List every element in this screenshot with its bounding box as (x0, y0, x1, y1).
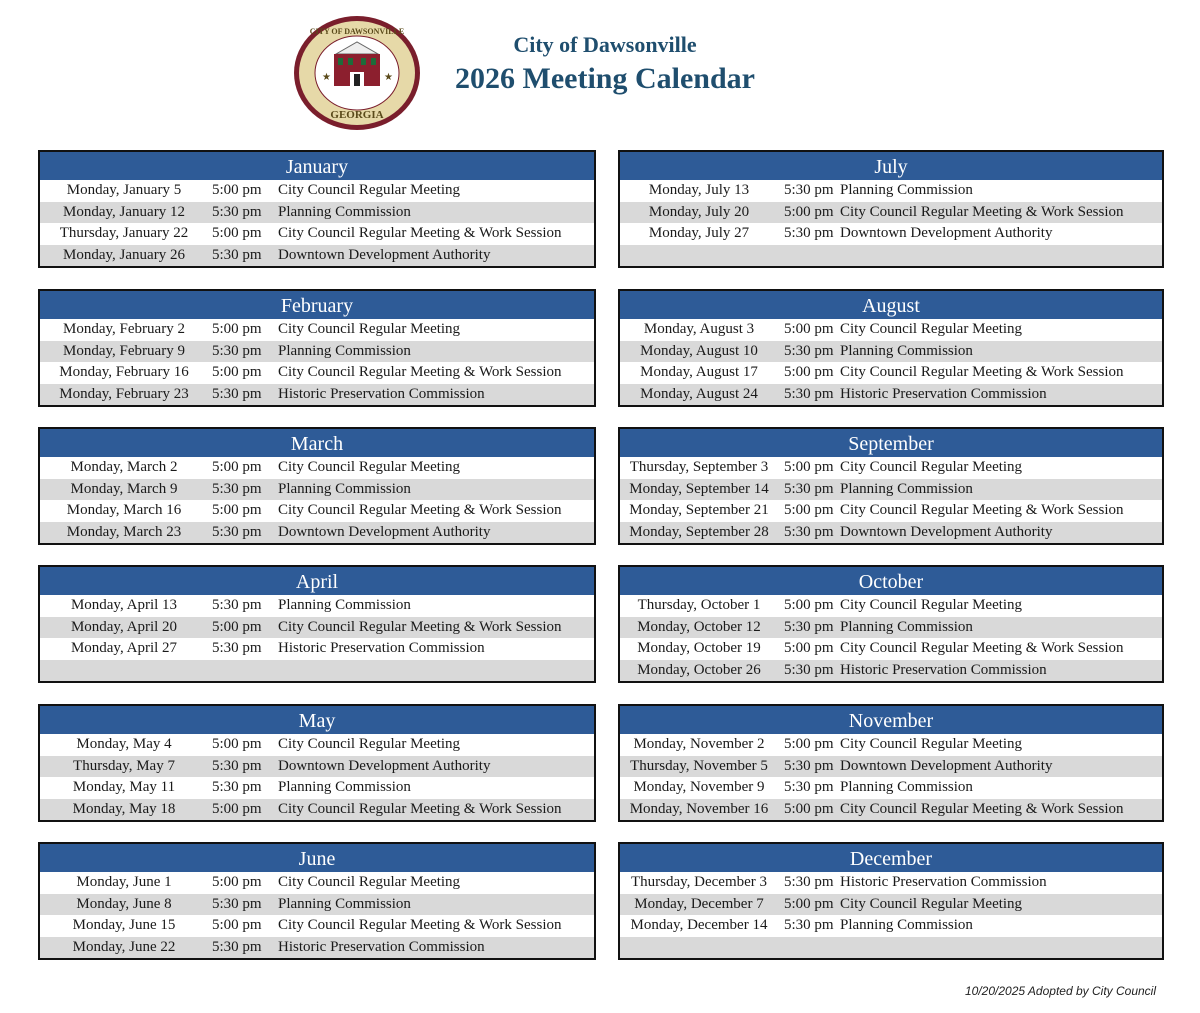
meeting-event: Planning Commission (278, 597, 411, 613)
meeting-time: 5:30 pm (784, 757, 834, 774)
meeting-row (40, 617, 594, 639)
month-header: November (620, 706, 1162, 734)
meeting-date: Monday, April 27 (70, 640, 178, 656)
meeting-event (278, 660, 594, 682)
meeting-row (40, 457, 594, 479)
meeting-date: Monday, September 21 (629, 502, 769, 518)
meeting-event: City Council Regular Meeting (278, 459, 461, 475)
meeting-time: 5:30 pm (784, 779, 834, 795)
meeting-event: Planning Commission (840, 618, 973, 635)
meeting-row (40, 799, 594, 821)
meeting-time: 5:00 pm (212, 618, 262, 635)
month-august (618, 289, 1164, 407)
meeting-date: Monday, April 20 (70, 618, 178, 635)
meeting-time: 5:00 pm (212, 502, 262, 518)
meeting-date: Monday, June 8 (76, 895, 172, 912)
city-seal-icon (292, 14, 422, 132)
meeting-date: Monday, February 16 (59, 364, 189, 380)
meeting-row (620, 756, 1162, 778)
meeting-time: 5:00 pm (212, 459, 262, 475)
meeting-event: City Council Regular Meeting & Work Session (278, 364, 562, 380)
meeting-date: Monday, October 19 (637, 640, 761, 656)
meeting-date: Thursday, September 3 (629, 459, 769, 475)
meeting-date (620, 245, 778, 267)
meeting-row (620, 522, 1162, 544)
meeting-row (620, 500, 1162, 522)
meeting-date: Monday, November 2 (633, 736, 765, 752)
meeting-row (40, 180, 594, 202)
meeting-date: Monday, August 17 (640, 364, 758, 380)
meeting-row (40, 915, 594, 937)
meeting-time: 5:30 pm (212, 938, 262, 955)
meeting-row (40, 341, 594, 363)
meeting-time: 5:30 pm (784, 618, 834, 635)
meeting-event: City Council Regular Meeting (840, 736, 1023, 752)
meeting-event: City Council Regular Meeting & Work Session (278, 502, 562, 518)
meeting-time: 5:30 pm (784, 225, 834, 241)
meeting-time: 5:30 pm (784, 385, 834, 402)
meeting-time: 5:30 pm (212, 640, 262, 656)
meeting-row (620, 341, 1162, 363)
month-september (618, 427, 1164, 545)
meeting-date: Monday, March 2 (70, 459, 178, 475)
meeting-row (40, 756, 594, 778)
meeting-time: 5:30 pm (784, 182, 834, 198)
meeting-event (840, 245, 1162, 267)
meeting-event (840, 937, 1162, 959)
meeting-row (40, 500, 594, 522)
meeting-time: 5:00 pm (784, 203, 834, 220)
month-february (38, 289, 596, 407)
meeting-date: Monday, March 9 (70, 480, 178, 497)
month-october (618, 565, 1164, 683)
meeting-row (620, 457, 1162, 479)
meeting-row (40, 734, 594, 756)
meeting-row (40, 937, 594, 959)
meeting-time: 5:00 pm (212, 225, 262, 241)
meeting-event: City Council Regular Meeting (278, 182, 461, 198)
meeting-event: Historic Preservation Commission (840, 661, 1047, 678)
meeting-time: 5:00 pm (784, 459, 834, 475)
meeting-date: Monday, July 20 (648, 203, 750, 220)
meeting-date: Monday, July 13 (648, 182, 750, 198)
meeting-date: Monday, September 14 (629, 480, 769, 497)
meeting-event: Historic Preservation Commission (278, 640, 485, 656)
meeting-time (208, 660, 278, 682)
meeting-time: 5:30 pm (784, 917, 834, 933)
meeting-date: Monday, August 3 (643, 321, 755, 337)
meeting-row (40, 894, 594, 916)
meeting-date: Monday, January 12 (63, 203, 185, 220)
meeting-row (40, 223, 594, 245)
meeting-time (778, 937, 840, 959)
meeting-row (620, 223, 1162, 245)
meeting-row (40, 777, 594, 799)
meeting-date: Monday, August 10 (640, 342, 758, 359)
meeting-event: City Council Regular Meeting (278, 321, 461, 337)
meeting-event: Downtown Development Authority (840, 225, 1053, 241)
meeting-time: 5:00 pm (212, 321, 262, 337)
meeting-time: 5:00 pm (212, 800, 262, 817)
meeting-event: Planning Commission (278, 895, 411, 912)
meeting-time: 5:30 pm (212, 597, 262, 613)
svg-text:GEORGIA: GEORGIA (330, 109, 384, 121)
meeting-date: Monday, June 22 (72, 938, 176, 955)
month-header: December (620, 844, 1162, 872)
meeting-time: 5:00 pm (784, 800, 834, 817)
meeting-time: 5:30 pm (212, 757, 262, 774)
meeting-row (40, 479, 594, 501)
meeting-row (620, 638, 1162, 660)
meeting-date: Monday, November 16 (629, 800, 769, 817)
month-april (38, 565, 596, 683)
month-july (618, 150, 1164, 268)
meeting-time: 5:00 pm (212, 182, 262, 198)
meeting-date: Monday, February 23 (59, 385, 189, 402)
meeting-event: City Council Regular Meeting (278, 736, 461, 752)
meeting-event: City Council Regular Meeting (840, 459, 1023, 475)
meeting-date (620, 937, 778, 959)
meeting-event: City Council Regular Meeting & Work Session (840, 502, 1124, 518)
meeting-time: 5:30 pm (784, 874, 834, 890)
meeting-row (620, 384, 1162, 406)
meeting-time: 5:30 pm (212, 246, 262, 263)
meeting-event: City Council Regular Meeting (840, 597, 1023, 613)
meeting-event: City Council Regular Meeting (278, 874, 461, 890)
meeting-event: Planning Commission (840, 182, 973, 198)
meeting-time: 5:30 pm (784, 480, 834, 497)
meeting-time: 5:30 pm (212, 895, 262, 912)
meeting-time: 5:00 pm (212, 736, 262, 752)
page-title: 2026 Meeting Calendar (455, 62, 755, 95)
meeting-date: Monday, January 26 (63, 246, 185, 263)
svg-text:CITY OF DAWSONVILLE: CITY OF DAWSONVILLE (309, 27, 405, 36)
month-header: February (40, 291, 594, 319)
meeting-date: Monday, December 7 (634, 895, 764, 912)
meeting-row (40, 522, 594, 544)
meeting-event: Downtown Development Authority (278, 246, 491, 263)
meeting-date: Monday, June 15 (72, 917, 176, 933)
meeting-event: Planning Commission (278, 342, 411, 359)
meeting-date: Thursday, November 5 (630, 757, 768, 774)
month-header: September (620, 429, 1162, 457)
meeting-date: Monday, April 13 (70, 597, 178, 613)
meeting-time: 5:30 pm (212, 203, 262, 220)
meeting-row (40, 638, 594, 660)
meeting-event: Downtown Development Authority (840, 757, 1053, 774)
meeting-event: City Council Regular Meeting (840, 895, 1023, 912)
meeting-event: Downtown Development Authority (278, 757, 491, 774)
meeting-row (620, 734, 1162, 756)
meeting-row (620, 937, 1162, 959)
meeting-time: 5:00 pm (784, 502, 834, 518)
month-header: June (40, 844, 594, 872)
meeting-row (620, 595, 1162, 617)
meeting-time: 5:00 pm (212, 364, 262, 380)
meeting-row (40, 362, 594, 384)
meeting-event: Planning Commission (278, 203, 411, 220)
meeting-time: 5:00 pm (784, 321, 834, 337)
meeting-time: 5:30 pm (212, 480, 262, 497)
meeting-row (40, 319, 594, 341)
meeting-row (620, 915, 1162, 937)
month-header: May (40, 706, 594, 734)
meeting-date: Thursday, January 22 (59, 225, 189, 241)
meeting-date: Monday, November 9 (633, 779, 765, 795)
meeting-event: Planning Commission (840, 917, 973, 933)
meeting-row (40, 595, 594, 617)
meeting-event: City Council Regular Meeting & Work Session (840, 203, 1124, 220)
meeting-date: Monday, May 18 (72, 800, 176, 817)
meeting-row (620, 872, 1162, 894)
month-header: October (620, 567, 1162, 595)
meeting-time: 5:30 pm (212, 385, 262, 402)
meeting-row (40, 202, 594, 224)
meeting-date: Thursday, October 1 (637, 597, 761, 613)
meeting-row (40, 872, 594, 894)
meeting-date: Monday, October 26 (637, 661, 761, 678)
meeting-row (620, 660, 1162, 682)
meeting-date: Monday, May 4 (76, 736, 172, 752)
meeting-event: Historic Preservation Commission (278, 938, 485, 955)
meeting-event: Historic Preservation Commission (840, 385, 1047, 402)
meeting-row (620, 202, 1162, 224)
meeting-event: Downtown Development Authority (278, 523, 491, 540)
meeting-event: City Council Regular Meeting & Work Session (840, 364, 1124, 380)
meeting-time: 5:30 pm (212, 523, 262, 540)
meeting-time: 5:00 pm (784, 640, 834, 656)
meeting-date: Thursday, May 7 (73, 757, 175, 774)
meeting-event: Downtown Development Authority (840, 523, 1053, 540)
meeting-event: Planning Commission (278, 480, 411, 497)
meeting-time: 5:30 pm (784, 661, 834, 678)
month-header: January (40, 152, 594, 180)
month-header: August (620, 291, 1162, 319)
adoption-note: 10/20/2025 Adopted by City Council (964, 984, 1156, 998)
meeting-row (620, 894, 1162, 916)
meeting-date: Monday, June 1 (76, 874, 172, 890)
month-january (38, 150, 596, 268)
meeting-time: 5:00 pm (784, 736, 834, 752)
meeting-date: Monday, August 24 (640, 385, 758, 402)
meeting-event: City Council Regular Meeting & Work Session (278, 917, 562, 933)
meeting-time: 5:30 pm (212, 779, 262, 795)
month-header: March (40, 429, 594, 457)
meeting-date: Monday, December 14 (630, 917, 768, 933)
meeting-row (40, 384, 594, 406)
meeting-date: Thursday, December 3 (630, 874, 768, 890)
meeting-event: Planning Commission (840, 779, 973, 795)
meeting-time: 5:30 pm (212, 342, 262, 359)
meeting-event: City Council Regular Meeting & Work Session (278, 800, 562, 817)
meeting-row (40, 660, 594, 682)
meeting-row (620, 799, 1162, 821)
city-name: City of Dawsonville (513, 32, 697, 57)
month-december (618, 842, 1164, 960)
meeting-row (620, 180, 1162, 202)
meeting-time: 5:00 pm (784, 895, 834, 912)
meeting-event: Planning Commission (840, 342, 973, 359)
meeting-date: Monday, October 12 (637, 618, 761, 635)
meeting-date: Monday, July 27 (648, 225, 750, 241)
meeting-event: Planning Commission (278, 779, 411, 795)
meeting-time: 5:00 pm (784, 364, 834, 380)
svg-text:★: ★ (384, 72, 393, 83)
meeting-time: 5:00 pm (212, 874, 262, 890)
meeting-time: 5:30 pm (784, 523, 834, 540)
meeting-row (620, 479, 1162, 501)
month-november (618, 704, 1164, 822)
month-june (38, 842, 596, 960)
meeting-event: Historic Preservation Commission (840, 874, 1047, 890)
meeting-row (620, 617, 1162, 639)
meeting-event: City Council Regular Meeting & Work Session (840, 640, 1124, 656)
meeting-row (620, 777, 1162, 799)
meeting-time: 5:00 pm (784, 597, 834, 613)
meeting-date: Monday, March 23 (66, 523, 182, 540)
meeting-row (620, 319, 1162, 341)
meeting-row (620, 362, 1162, 384)
meeting-date: Monday, September 28 (629, 523, 769, 540)
meeting-date: Monday, February 2 (63, 321, 185, 337)
month-header: July (620, 152, 1162, 180)
meeting-date: Monday, March 16 (66, 502, 182, 518)
meeting-event: City Council Regular Meeting & Work Session (840, 800, 1124, 817)
meeting-date: Monday, January 5 (66, 182, 182, 198)
meeting-event: City Council Regular Meeting (840, 321, 1023, 337)
meeting-event: City Council Regular Meeting & Work Session (278, 618, 562, 635)
meeting-event: Planning Commission (840, 480, 973, 497)
meeting-date: Monday, May 11 (72, 779, 176, 795)
meeting-event: City Council Regular Meeting & Work Session (278, 225, 562, 241)
meeting-event: Historic Preservation Commission (278, 385, 485, 402)
svg-text:★: ★ (322, 72, 331, 83)
meeting-time: 5:30 pm (784, 342, 834, 359)
meeting-row (620, 245, 1162, 267)
meeting-row (40, 245, 594, 267)
month-header: April (40, 567, 594, 595)
month-march (38, 427, 596, 545)
month-may (38, 704, 596, 822)
meeting-time: 5:00 pm (212, 917, 262, 933)
meeting-time (778, 245, 840, 267)
meeting-date (40, 660, 208, 682)
meeting-date: Monday, February 9 (63, 342, 185, 359)
